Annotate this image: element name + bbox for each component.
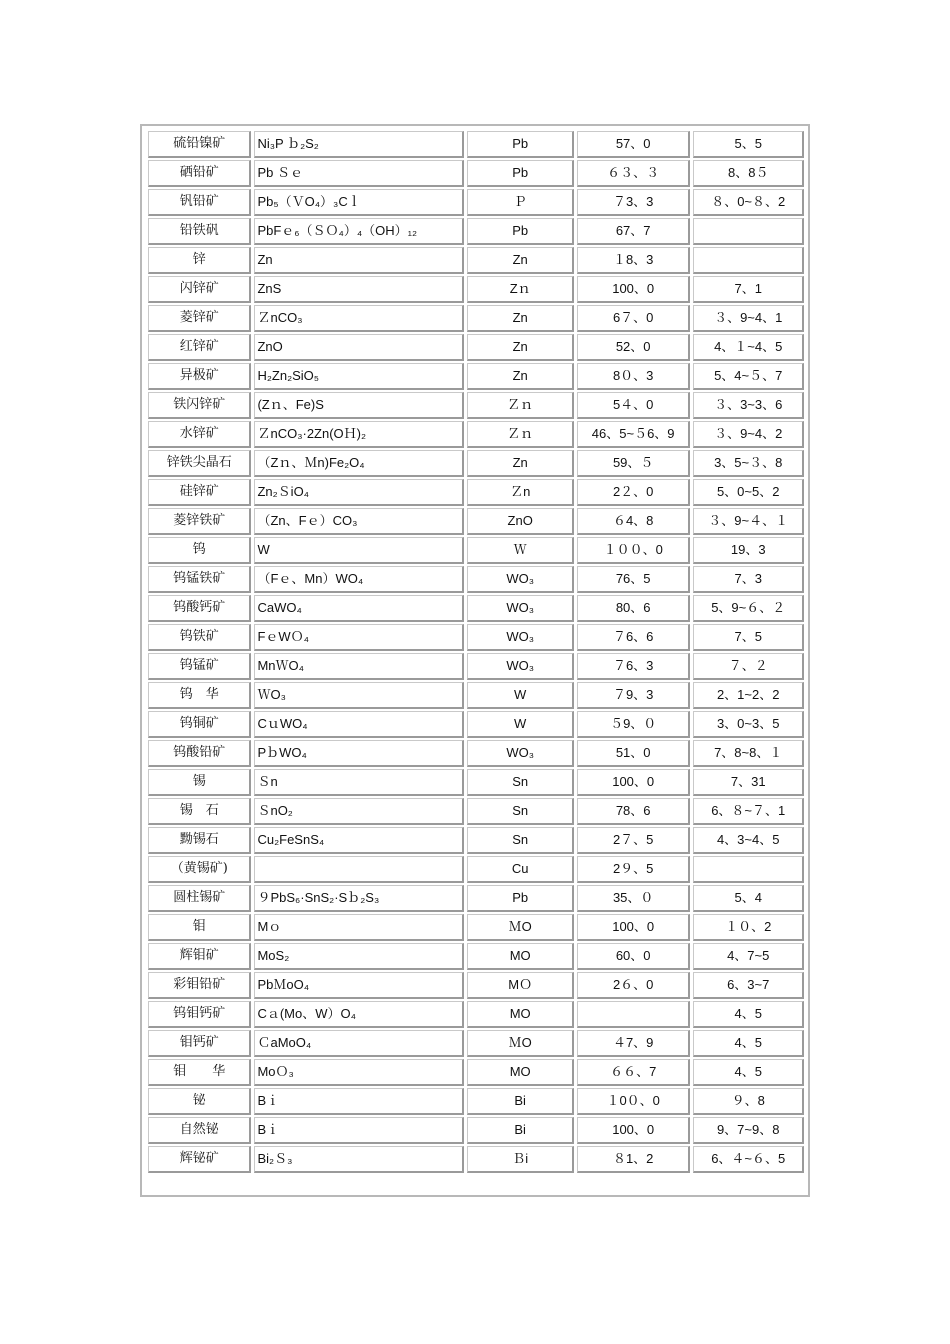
content-cell: 80、6	[577, 595, 691, 622]
metal-cell: WO₃	[467, 653, 573, 680]
density-cell: ３、9~4、1	[693, 305, 804, 332]
mineral-name-cell: 水锌矿	[148, 421, 251, 448]
table-row	[148, 131, 804, 158]
density-cell: ３、9~4、2	[693, 421, 804, 448]
mineral-name-cell: 黝锡石	[148, 827, 251, 854]
content-cell: 100、0	[577, 1117, 691, 1144]
metal-cell: Bi	[467, 1088, 573, 1115]
metal-cell: WO₃	[467, 595, 573, 622]
formula-cell: CaWO₄	[254, 595, 464, 622]
metal-cell: Sn	[467, 827, 573, 854]
table-row	[148, 914, 804, 941]
formula-cell: Ｓn	[254, 769, 464, 796]
content-cell: 100、0	[577, 769, 691, 796]
mineral-name-cell: 钨	[148, 537, 251, 564]
content-cell: １００、0	[577, 537, 691, 564]
density-cell: 8、8５	[693, 160, 804, 187]
content-cell: ６６、7	[577, 1059, 691, 1086]
density-cell: 5、9~６、２	[693, 595, 804, 622]
density-cell: 5、0~5、2	[693, 479, 804, 506]
density-cell: 19、3	[693, 537, 804, 564]
mineral-table-frame	[140, 124, 810, 1197]
table-row	[148, 1030, 804, 1057]
formula-cell: PbＭoO₄	[254, 972, 464, 999]
density-cell: ７、２	[693, 653, 804, 680]
mineral-name-cell: 闪锌矿	[148, 276, 251, 303]
density-cell: 5、4~５、7	[693, 363, 804, 390]
content-cell: 46、5~５6、9	[577, 421, 691, 448]
content-cell: 60、0	[577, 943, 691, 970]
metal-cell: MＯ	[467, 972, 573, 999]
metal-cell: ＭO	[467, 914, 573, 941]
metal-cell: Zn	[467, 450, 573, 477]
mineral-name-cell: 硅锌矿	[148, 479, 251, 506]
table-row	[148, 595, 804, 622]
formula-cell: Cu₂FeSnS₄	[254, 827, 464, 854]
content-cell: ６4、8	[577, 508, 691, 535]
table-row	[148, 885, 804, 912]
mineral-name-cell: 钨酸钙矿	[148, 595, 251, 622]
content-cell: ７3、3	[577, 189, 691, 216]
content-cell: ７9、3	[577, 682, 691, 709]
metal-cell: Ｗ	[467, 537, 573, 564]
table-row	[148, 682, 804, 709]
metal-cell: W	[467, 682, 573, 709]
formula-cell: （Fｅ、Mn）WO₄	[254, 566, 464, 593]
mineral-name-cell: 钼	[148, 914, 251, 941]
metal-cell: WO₃	[467, 624, 573, 651]
formula-cell: ＺnCO₃·2Zn(OＨ)₂	[254, 421, 464, 448]
formula-cell: MoＯ₃	[254, 1059, 464, 1086]
density-cell: 4、3~4、5	[693, 827, 804, 854]
density-cell: 4、１~4、5	[693, 334, 804, 361]
mineral-name-cell: （黄锡矿)	[148, 856, 251, 883]
density-cell: 4、5	[693, 1001, 804, 1028]
formula-cell: Cａ(Mo、W）O₄	[254, 1001, 464, 1028]
density-cell: 5、4	[693, 885, 804, 912]
density-cell: 7、3	[693, 566, 804, 593]
formula-cell: ZnO	[254, 334, 464, 361]
formula-cell: ＳnO₂	[254, 798, 464, 825]
table-row	[148, 247, 804, 274]
mineral-name-cell: 铋	[148, 1088, 251, 1115]
content-cell: １0０、0	[577, 1088, 691, 1115]
metal-cell: Cu	[467, 856, 573, 883]
metal-cell: ZnO	[467, 508, 573, 535]
table-row	[148, 450, 804, 477]
content-cell: ７6、6	[577, 624, 691, 651]
formula-cell: Mｏ	[254, 914, 464, 941]
formula-cell: （Zn、Fｅ）CO₃	[254, 508, 464, 535]
table-row	[148, 856, 804, 883]
formula-cell: Pb₅（ＶO₄）₃Cｌ	[254, 189, 464, 216]
table-row	[148, 653, 804, 680]
metal-cell: Bi	[467, 1117, 573, 1144]
table-row	[148, 711, 804, 738]
metal-cell: Pb	[467, 160, 573, 187]
mineral-name-cell: 圆柱锡矿	[148, 885, 251, 912]
content-cell: １8、3	[577, 247, 691, 274]
content-cell: 2７、5	[577, 827, 691, 854]
density-cell: 2、1~2、2	[693, 682, 804, 709]
metal-cell: Zn	[467, 247, 573, 274]
density-cell: 7、31	[693, 769, 804, 796]
formula-cell: （Zｎ、Ｍn)Fe₂O₄	[254, 450, 464, 477]
mineral-name-cell: 钨酸铅矿	[148, 740, 251, 767]
density-cell: ８、0~８、2	[693, 189, 804, 216]
table-row	[148, 1059, 804, 1086]
table-row	[148, 160, 804, 187]
density-cell: 7、5	[693, 624, 804, 651]
mineral-name-cell: 锌	[148, 247, 251, 274]
formula-cell: H₂Zn₂SiO₅	[254, 363, 464, 390]
mineral-name-cell: 锡	[148, 769, 251, 796]
mineral-name-cell: 钼 华	[148, 1059, 251, 1086]
formula-cell: Zn	[254, 247, 464, 274]
metal-cell: MO	[467, 1059, 573, 1086]
mineral-name-cell: 钨钼钙矿	[148, 1001, 251, 1028]
content-cell: 8０、3	[577, 363, 691, 390]
table-row	[148, 218, 804, 245]
content-cell: ８1、2	[577, 1146, 691, 1173]
metal-cell: Ｂi	[467, 1146, 573, 1173]
content-cell: ６３、３	[577, 160, 691, 187]
mineral-name-cell: 辉铋矿	[148, 1146, 251, 1173]
formula-cell: Ni₃P ｂ₂S₂	[254, 131, 464, 158]
mineral-name-cell: 彩钼铅矿	[148, 972, 251, 999]
formula-cell: PｂWO₄	[254, 740, 464, 767]
table-row	[148, 363, 804, 390]
mineral-name-cell: 菱锌矿	[148, 305, 251, 332]
content-cell: ４7、9	[577, 1030, 691, 1057]
metal-cell: Zn	[467, 305, 573, 332]
density-cell: 4、7~5	[693, 943, 804, 970]
table-row	[148, 943, 804, 970]
content-cell: 6７、0	[577, 305, 691, 332]
density-cell: ９、8	[693, 1088, 804, 1115]
density-cell: 9、7~9、8	[693, 1117, 804, 1144]
table-row	[148, 421, 804, 448]
table-row	[148, 1146, 804, 1173]
table-row	[148, 189, 804, 216]
formula-cell: ＣaMoO₄	[254, 1030, 464, 1057]
content-cell: ５9、０	[577, 711, 691, 738]
metal-cell: Ｐ	[467, 189, 573, 216]
density-cell: ３、9~４、１	[693, 508, 804, 535]
mineral-name-cell: 钨锰矿	[148, 653, 251, 680]
content-cell: 78、6	[577, 798, 691, 825]
content-cell: 100、0	[577, 914, 691, 941]
mineral-name-cell: 辉钼矿	[148, 943, 251, 970]
mineral-name-cell: 铅铁矾	[148, 218, 251, 245]
mineral-name-cell: 菱锌铁矿	[148, 508, 251, 535]
content-cell: ７6、3	[577, 653, 691, 680]
content-cell: 51、0	[577, 740, 691, 767]
metal-cell: Zn	[467, 363, 573, 390]
table-row	[148, 305, 804, 332]
density-cell: 4、5	[693, 1059, 804, 1086]
formula-cell: MnＷO₄	[254, 653, 464, 680]
content-cell: 76、5	[577, 566, 691, 593]
table-row	[148, 537, 804, 564]
mineral-table	[145, 129, 807, 1175]
density-cell	[693, 856, 804, 883]
table-row	[148, 1088, 804, 1115]
formula-cell: W	[254, 537, 464, 564]
density-cell: 5、5	[693, 131, 804, 158]
table-row	[148, 334, 804, 361]
content-cell: 67、7	[577, 218, 691, 245]
formula-cell: ＷO₃	[254, 682, 464, 709]
formula-cell: ZnS	[254, 276, 464, 303]
density-cell: 7、1	[693, 276, 804, 303]
formula-cell	[254, 856, 464, 883]
metal-cell: WO₃	[467, 740, 573, 767]
table-row	[148, 508, 804, 535]
content-cell: 57、0	[577, 131, 691, 158]
table-row	[148, 1117, 804, 1144]
mineral-name-cell: 钨锰铁矿	[148, 566, 251, 593]
metal-cell: Ｚｎ	[467, 421, 573, 448]
content-cell: 59、５	[577, 450, 691, 477]
mineral-name-cell: 硫铅镍矿	[148, 131, 251, 158]
formula-cell: MoS₂	[254, 943, 464, 970]
table-row	[148, 798, 804, 825]
metal-cell: Pb	[467, 218, 573, 245]
metal-cell: W	[467, 711, 573, 738]
content-cell: 52、0	[577, 334, 691, 361]
formula-cell: Zn₂ＳiO₄	[254, 479, 464, 506]
metal-cell: Zｎ	[467, 276, 573, 303]
mineral-name-cell: 钒铅矿	[148, 189, 251, 216]
table-row	[148, 1001, 804, 1028]
content-cell: 100、0	[577, 276, 691, 303]
table-row	[148, 479, 804, 506]
metal-cell: Sn	[467, 798, 573, 825]
mineral-name-cell: 锡 石	[148, 798, 251, 825]
mineral-name-cell: 红锌矿	[148, 334, 251, 361]
metal-cell: Ｚｎ	[467, 392, 573, 419]
formula-cell: Bi₂Ｓ₃	[254, 1146, 464, 1173]
density-cell: 6、８~７、1	[693, 798, 804, 825]
density-cell: ３、3~3、6	[693, 392, 804, 419]
metal-cell: WO₃	[467, 566, 573, 593]
metal-cell: Pb	[467, 131, 573, 158]
formula-cell: Bｉ	[254, 1088, 464, 1115]
metal-cell: Ｚn	[467, 479, 573, 506]
formula-cell: Bｉ	[254, 1117, 464, 1144]
metal-cell: Pb	[467, 885, 573, 912]
table-row	[148, 740, 804, 767]
content-cell: 5４、0	[577, 392, 691, 419]
metal-cell: Sn	[467, 769, 573, 796]
mineral-name-cell: 钼钙矿	[148, 1030, 251, 1057]
mineral-name-cell: 锌铁尖晶石	[148, 450, 251, 477]
metal-cell: Zn	[467, 334, 573, 361]
table-row	[148, 827, 804, 854]
formula-cell: ９PbS₆·SnS₂·Sｂ₂S₃	[254, 885, 464, 912]
density-cell: １０、2	[693, 914, 804, 941]
density-cell	[693, 218, 804, 245]
mineral-table-body	[148, 131, 804, 1173]
mineral-name-cell: 钨铜矿	[148, 711, 251, 738]
formula-cell: FｅWＯ₄	[254, 624, 464, 651]
table-row	[148, 392, 804, 419]
formula-cell: Pb Ｓｅ	[254, 160, 464, 187]
formula-cell: ＺnCO₃	[254, 305, 464, 332]
density-cell: 7、8~8、１	[693, 740, 804, 767]
metal-cell: MO	[467, 943, 573, 970]
formula-cell: (Zｎ、Fe)S	[254, 392, 464, 419]
mineral-name-cell: 异极矿	[148, 363, 251, 390]
table-row	[148, 972, 804, 999]
table-row	[148, 769, 804, 796]
density-cell: 3、5~３、8	[693, 450, 804, 477]
mineral-name-cell: 铁闪锌矿	[148, 392, 251, 419]
density-cell: 6、3~7	[693, 972, 804, 999]
density-cell: 4、5	[693, 1030, 804, 1057]
mineral-name-cell: 钨 华	[148, 682, 251, 709]
content-cell: 2２、0	[577, 479, 691, 506]
table-row	[148, 624, 804, 651]
content-cell: 2９、5	[577, 856, 691, 883]
mineral-name-cell: 钨铁矿	[148, 624, 251, 651]
table-row	[148, 276, 804, 303]
formula-cell: CｕWO₄	[254, 711, 464, 738]
density-cell: 6、４~６、5	[693, 1146, 804, 1173]
formula-cell: PbFｅ₆（ＳＯ₄）₄（OH）₁₂	[254, 218, 464, 245]
density-cell: 3、0~3、5	[693, 711, 804, 738]
content-cell	[577, 1001, 691, 1028]
metal-cell: MO	[467, 1001, 573, 1028]
mineral-name-cell: 自然铋	[148, 1117, 251, 1144]
mineral-name-cell: 硒铅矿	[148, 160, 251, 187]
metal-cell: ＭO	[467, 1030, 573, 1057]
content-cell: 35、０	[577, 885, 691, 912]
content-cell: 2６、0	[577, 972, 691, 999]
table-row	[148, 566, 804, 593]
density-cell	[693, 247, 804, 274]
